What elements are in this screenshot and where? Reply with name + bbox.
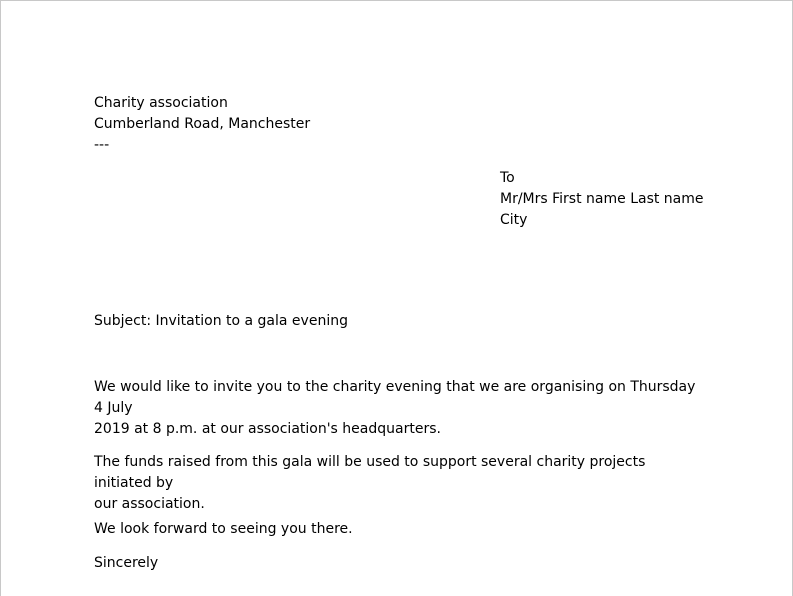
body-paragraph-2-line-2: our association.: [94, 496, 205, 512]
subject-line: Subject: Invitation to a gala evening: [94, 313, 348, 329]
sender-name: Charity association: [94, 95, 228, 111]
signoff: Sincerely: [94, 555, 159, 571]
recipient-city: City: [500, 212, 528, 228]
sender-separator: ---: [94, 137, 110, 153]
recipient-block: [500, 168, 704, 231]
sender-address: Cumberland Road, Manchester: [94, 116, 311, 132]
body-paragraph-1-line-2: 2019 at 8 p.m. at our association's headquarters.: [94, 421, 441, 437]
body-paragraph-2-line-1: The funds raised from this gala will be used to support several charity projects initiated by: [94, 454, 646, 491]
sender-block: [94, 93, 310, 156]
recipient-name: Mr/Mrs First name Last name: [500, 191, 704, 207]
body-paragraph-1-line-1: We would like to invite you to the charity evening that we are organising on Thursday 4 July: [94, 379, 696, 416]
recipient-to-label: To: [500, 170, 515, 186]
body-paragraph: [94, 452, 704, 515]
body-paragraph: [94, 377, 704, 440]
closing-line: We look forward to seeing you there.: [94, 521, 353, 537]
letter-body: [94, 377, 704, 527]
